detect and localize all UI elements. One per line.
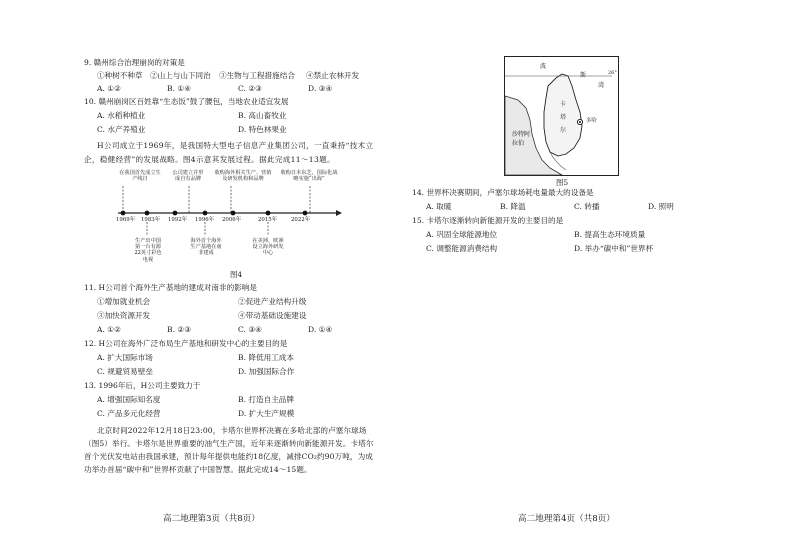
- q11-statement-1: ①增加就业机会: [97, 297, 151, 306]
- passage-line-3: 首个光伏发电站由我国承建，预计每年提供电能约18亿度，减排CO₂约90万吨，为成: [84, 452, 373, 461]
- q14-option-b[interactable]: B. 降温: [500, 202, 526, 211]
- figure-5-caption: 图5: [556, 178, 569, 187]
- map-label-doha: 多哈: [586, 118, 597, 124]
- q12-option-d[interactable]: D. 加强国际合作: [238, 367, 295, 376]
- intro-line-2: 企，稳健经营”的发展战略。图4示意其发展过程。据此完成11～13题。: [84, 155, 335, 164]
- timeline-bottom-label-3: 在美洲、欧洲设立海外研发中心: [252, 238, 284, 257]
- q15-option-a[interactable]: A. 巩固全球能源地位: [426, 230, 498, 239]
- q14-stem: 14. 世界杯决赛期间，卢塞尔球场耗电量最大的设备是: [412, 188, 594, 197]
- timeline-top-label-4: 收购日本东芝，国际化战略实施“出海”: [280, 170, 338, 183]
- timeline-year-2015: 2015年: [258, 217, 278, 223]
- q13-stem: 13. 1996年后，H公司主要致力于: [84, 381, 201, 390]
- q9-option-a[interactable]: A. ①②: [97, 84, 121, 93]
- q11-option-d[interactable]: D. ①④: [308, 325, 333, 334]
- q13-option-b[interactable]: B. 打造自主品牌: [238, 395, 294, 404]
- q13-option-d[interactable]: D. 扩大生产规模: [238, 409, 295, 418]
- q9-statement-4: ④禁止农林开发: [306, 71, 360, 80]
- q11-option-c[interactable]: C. ③④: [238, 325, 262, 334]
- map-label-wan: 湾: [598, 82, 605, 89]
- q10-stem: 10. 赣州崩岗区百姓靠“生态饭”鼓了腰包，当地农业适宜发展: [84, 97, 289, 106]
- timeline-bottom-label-2: 海外首个海外生产基地在南非建成: [190, 238, 222, 257]
- left-page-footer: 高二地理第3页（共8页）: [163, 514, 260, 524]
- q11-option-a[interactable]: A. ①②: [97, 325, 121, 334]
- q11-statement-3: ③加快资源开发: [97, 311, 151, 320]
- map-label-ta: 塔: [560, 114, 567, 121]
- q14-option-d[interactable]: D. 照明: [648, 202, 674, 211]
- timeline-year-1992: 1992年: [168, 217, 188, 223]
- q11-stem: 11. H公司首个海外生产基地的建成对南非的影响是: [84, 283, 257, 292]
- timeline-top-label-1: 在我国首先成立生产线日: [119, 170, 161, 183]
- figure-5-map: [504, 56, 619, 176]
- q9-statement-3: ③生物与工程措施结合: [219, 71, 295, 80]
- timeline-year-2006: 2006年: [222, 217, 242, 223]
- q14-option-a[interactable]: A. 取暖: [426, 202, 452, 211]
- map-label-saudi: 沙特阿拉伯: [512, 131, 531, 147]
- q11-statement-2: ②促进产业结构升级: [238, 297, 307, 306]
- q12-stem: 12. H公司在海外广泛布局生产基地和研发中心的主要目的是: [84, 339, 288, 348]
- timeline-top-label-3: 收购海外相关生产、营销及研发机构和品牌: [214, 170, 272, 183]
- map-lat-label: 26°: [608, 70, 617, 76]
- passage-line-2: （图5）举行。卡塔尔是世界重要的油气生产国，近年来逐渐转向新能源开发。卡塔尔: [84, 439, 374, 448]
- q12-option-c[interactable]: C. 规避贸易壁垒: [97, 367, 153, 376]
- timeline-year-1996: 1996年: [195, 217, 215, 223]
- q13-option-c[interactable]: C. 产品多元化经营: [97, 409, 161, 418]
- timeline-year-2022: 2022年: [291, 217, 311, 223]
- q15-option-d[interactable]: D. 举办“碳中和”世界杯: [574, 244, 654, 253]
- passage-line-1: 北京时间2022年12月18日23:00，卡塔尔世界杯决赛在多哈北部的卢塞尔球场: [97, 426, 367, 435]
- map-label-bo: 波: [540, 63, 547, 70]
- right-page: [400, 0, 794, 558]
- map-label-er: 尔: [560, 127, 567, 134]
- q12-option-a[interactable]: A. 扩大国际市场: [97, 353, 153, 362]
- q9-statement-1: ①种树不种草: [97, 71, 143, 80]
- q9-stem: 9. 赣州综合治理崩岗的对策是: [84, 58, 185, 67]
- right-page-footer: 高二地理第4页（共8页）: [518, 514, 615, 524]
- q9-option-b[interactable]: B. ①④: [167, 84, 192, 93]
- q15-option-c[interactable]: C. 调整能源消费结构: [426, 244, 498, 253]
- q11-statement-4: ④带动基础设施建设: [238, 311, 307, 320]
- q9-option-d[interactable]: D. ③④: [308, 84, 333, 93]
- q10-option-a[interactable]: A. 水稻种植业: [97, 111, 146, 120]
- passage-line-4: 功举办首届“碳中和”世界杯贡献了中国智慧。据此完成14～15题。: [84, 465, 312, 474]
- q15-stem: 15. 卡塔尔逐渐转向新能源开发的主要目的是: [412, 216, 564, 225]
- q9-statement-2: ②山上与山下同治: [150, 71, 211, 80]
- intro-line-1: H公司成立于1969年，是我国特大型电子信息产业集团公司，一直秉持“技术立: [97, 141, 374, 150]
- map-label-ka: 卡: [560, 101, 567, 108]
- q12-option-b[interactable]: B. 降低用工成本: [238, 353, 294, 362]
- q9-option-c[interactable]: C. ②③: [238, 84, 262, 93]
- figure-4-caption: 图4: [230, 270, 243, 279]
- q10-option-b[interactable]: B. 高山畜牧业: [238, 111, 287, 120]
- q10-option-c[interactable]: C. 水产养殖业: [97, 125, 146, 134]
- map-label-si: 斯: [580, 72, 587, 79]
- timeline-year-1969: 1969年: [116, 217, 136, 223]
- timeline-bottom-label-1: 生产出中国第一台有源22英寸彩色电视: [134, 238, 162, 263]
- timeline-top-label-2: 公司建立并形成自有品牌: [172, 170, 204, 183]
- q11-option-b[interactable]: B. ②③: [167, 325, 192, 334]
- timeline-arrow-icon: [336, 210, 342, 216]
- q10-option-d[interactable]: D. 特色林果业: [238, 125, 287, 134]
- q13-option-a[interactable]: A. 增强国际知名度: [97, 395, 161, 404]
- timeline-year-1983: 1983年: [141, 217, 161, 223]
- q14-option-c[interactable]: C. 转播: [574, 202, 600, 211]
- q15-option-b[interactable]: B. 提高生态环境质量: [574, 230, 646, 239]
